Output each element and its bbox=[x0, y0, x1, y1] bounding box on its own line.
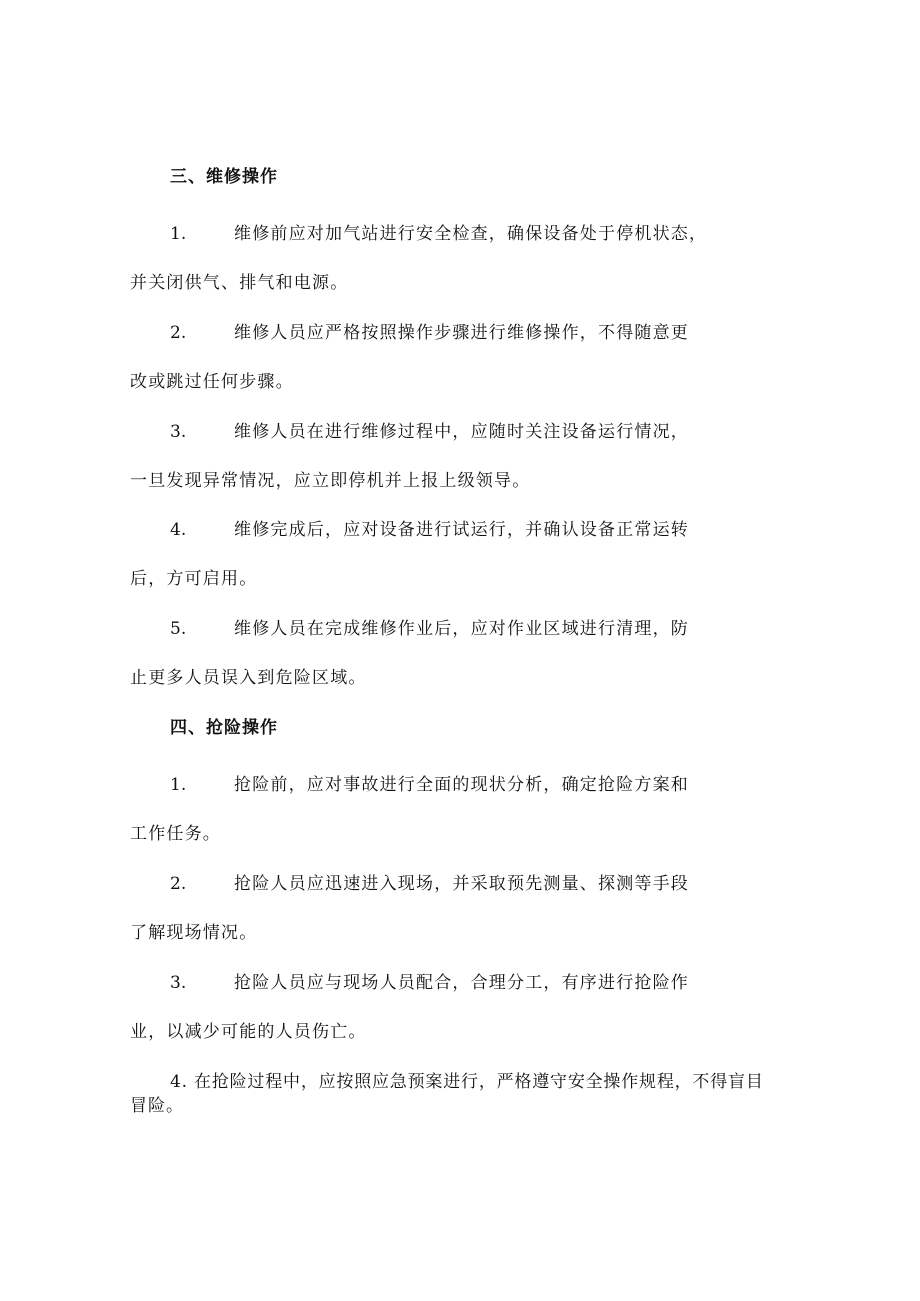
section-heading-maintenance: 三、维修操作 bbox=[170, 167, 278, 187]
list-item-continuation bbox=[130, 666, 730, 690]
list-item-number: 5. bbox=[170, 619, 187, 639]
list-item-text: 维修人员在完成维修作业后，应对作业区域进行清理，防 bbox=[234, 619, 689, 639]
list-item-continuation bbox=[130, 822, 730, 846]
list-item-text: 后，方可启用。 bbox=[130, 569, 258, 589]
list-item bbox=[130, 971, 730, 1044]
list-item-text: 一旦发现异常情况，应立即停机并上报上级领导。 bbox=[130, 471, 531, 491]
list-item-first-line bbox=[130, 321, 730, 345]
list-item-number: 2. bbox=[170, 874, 187, 894]
list-item-number: 3. bbox=[170, 422, 187, 442]
list-item bbox=[130, 420, 730, 493]
list-item bbox=[130, 617, 730, 690]
list-item-continuation bbox=[130, 370, 730, 394]
list-item-first-line bbox=[130, 222, 730, 246]
list-item-text: 4. 在抢险过程中，应按照应急预案进行，严格遵守安全操作规程，不得盲目 bbox=[170, 1072, 764, 1092]
list-item-text: 并关闭供气、排气和电源。 bbox=[130, 273, 349, 293]
list-item-first-line bbox=[130, 420, 730, 444]
list-item-text: 维修前应对加气站进行安全检查，确保设备处于停机状态， bbox=[234, 224, 708, 244]
list-item-continuation bbox=[130, 921, 730, 945]
list-item bbox=[130, 222, 730, 295]
list-item-text: 维修人员在进行维修过程中，应随时关注设备运行情况， bbox=[234, 422, 689, 442]
list-item-first-line bbox=[130, 773, 730, 797]
list-item-text: 业，以减少可能的人员伤亡。 bbox=[130, 1022, 367, 1042]
list-item-number: 3. bbox=[170, 973, 187, 993]
list-item-first-line bbox=[130, 971, 730, 995]
list-item-continuation bbox=[130, 271, 730, 295]
list-item-text: 维修完成后，应对设备进行试运行，并确认设备正常运转 bbox=[234, 520, 689, 540]
list-item-text: 了解现场情况。 bbox=[130, 923, 258, 943]
list-item-text: 工作任务。 bbox=[130, 824, 221, 844]
list-item-text: 抢险人员应迅速进入现场，并采取预先测量、探测等手段 bbox=[234, 874, 689, 894]
list-item-number: 1. bbox=[170, 775, 187, 795]
list-item bbox=[130, 872, 730, 945]
list-item-text: 维修人员应严格按照操作步骤进行维修操作，不得随意更 bbox=[234, 323, 689, 343]
list-item bbox=[130, 518, 730, 591]
list-item-number: 4. bbox=[170, 520, 187, 540]
list-item-continuation bbox=[130, 1020, 730, 1044]
list-item-first-line bbox=[130, 617, 730, 641]
list-item-text: 抢险人员应与现场人员配合，合理分工，有序进行抢险作 bbox=[234, 973, 689, 993]
list-item-number: 1. bbox=[170, 224, 187, 244]
list-item-text: 冒险。 bbox=[130, 1096, 184, 1116]
list-item-continuation bbox=[130, 567, 730, 591]
list-item bbox=[130, 773, 730, 846]
list-item bbox=[130, 321, 730, 394]
list-item-text: 改或跳过任何步骤。 bbox=[130, 372, 294, 392]
list-item-continuation bbox=[130, 469, 730, 493]
list-item-number: 2. bbox=[170, 323, 187, 343]
section-heading-emergency: 四、抢险操作 bbox=[170, 718, 278, 738]
list-item-text: 抢险前，应对事故进行全面的现状分析，确定抢险方案和 bbox=[234, 775, 689, 795]
list-item-first-line bbox=[130, 518, 730, 542]
list-item-first-line bbox=[130, 872, 730, 896]
list-item-text: 止更多人员误入到危险区域。 bbox=[130, 668, 367, 688]
